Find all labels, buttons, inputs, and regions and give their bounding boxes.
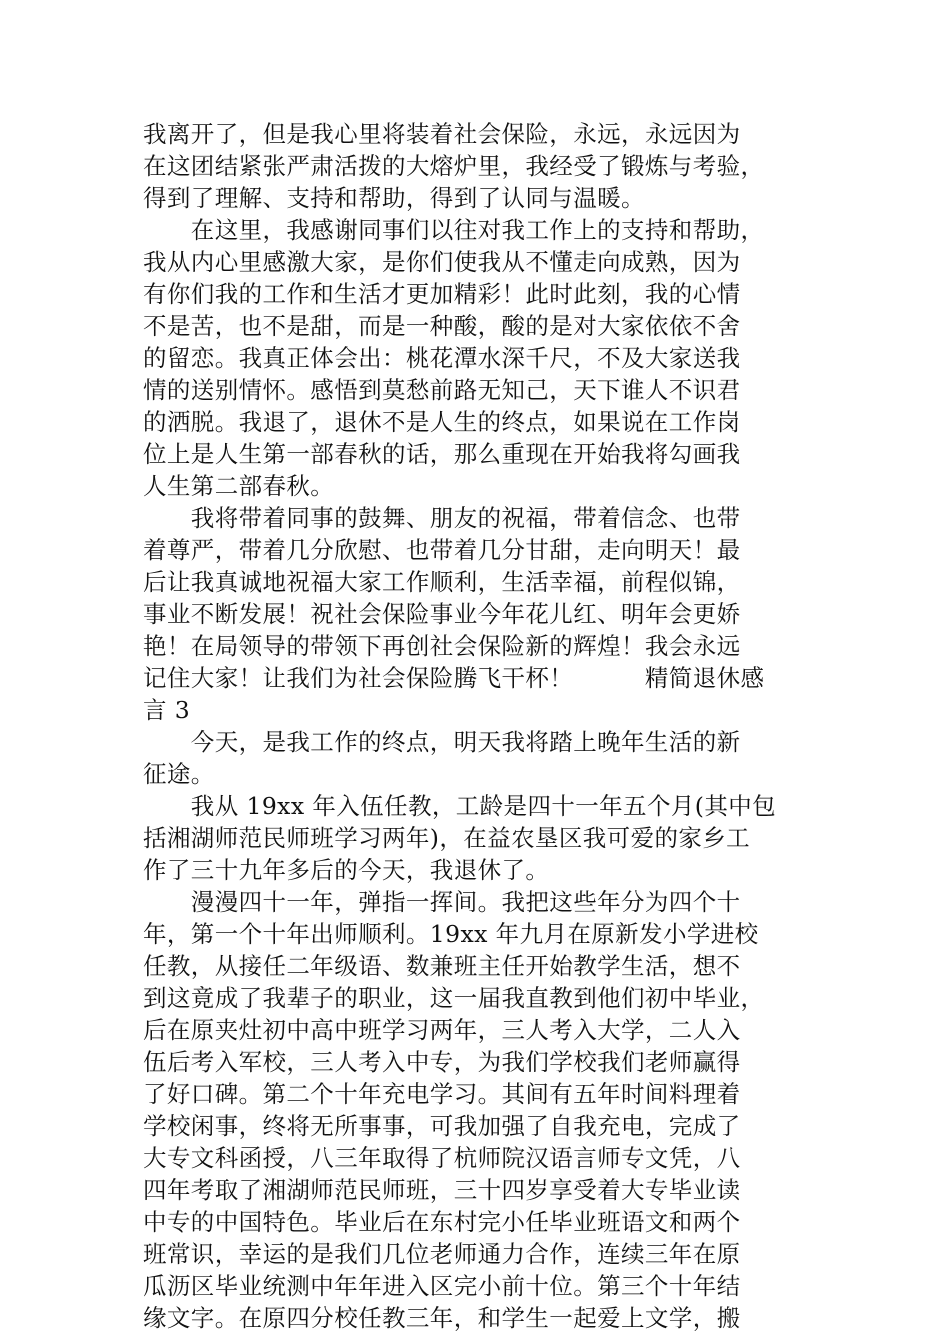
text-line: 我从 19xx 年入伍任教，工龄是四十一年五个月(其中包	[143, 792, 777, 820]
text-line: 括湘湖师范民师班学习两年)，在益农垦区我可爱的家乡工	[143, 824, 751, 852]
text-line: 不是苦，也不是甜，而是一种酸，酸的是对大家依依不舍	[143, 312, 741, 340]
text-line: 任教，从接任二年级语、数兼班主任开始教学生活，想不	[143, 952, 741, 980]
text-line: 四年考取了湘湖师范民师班，三十四岁享受着大专毕业读	[143, 1176, 741, 1204]
text-line: 在这团结紧张严肃活拨的大熔炉里，我经受了锻炼与考验，	[143, 152, 765, 180]
text-line: 大专文科函授，八三年取得了杭师院汉语言师专文凭，八	[143, 1144, 741, 1172]
text-line: 班常识，幸运的是我们几位老师通力合作，连续三年在原	[143, 1240, 741, 1268]
text-line: 的洒脱。我退了，退休不是人生的终点，如果说在工作岗	[143, 408, 741, 436]
text-line: 有你们我的工作和生活才更加精彩！此时此刻，我的心情	[143, 280, 741, 308]
text-line: 后让我真诚地祝福大家工作顺利，生活幸福，前程似锦，	[143, 568, 741, 596]
text-line: 我将带着同事的鼓舞、朋友的祝福，带着信念、也带	[143, 504, 741, 532]
text-line: 伍后考入军校，三人考入中专，为我们学校我们老师赢得	[143, 1048, 741, 1076]
text-line: 后在原夹灶初中高中班学习两年，三人考入大学，二人入	[143, 1016, 741, 1044]
text-line: 学校闲事，终将无所事事，可我加强了自我充电，完成了	[143, 1112, 741, 1140]
text-line: 我从内心里感激大家，是你们使我从不懂走向成熟，因为	[143, 248, 741, 276]
text-line: 年，第一个十年出师顺利。19xx 年九月在原新发小学进校	[143, 920, 759, 948]
body-text	[143, 118, 808, 1334]
text-line: 在这里，我感谢同事们以往对我工作上的支持和帮助，	[143, 216, 765, 244]
text-line: 的留恋。我真正体会出：桃花潭水深千尺，不及大家送我	[143, 344, 741, 372]
text-line: 作了三十九年多后的今天，我退休了。	[143, 856, 550, 884]
text-line: 事业不断发展！祝社会保险事业今年花儿红、明年会更娇	[143, 600, 741, 628]
text-line: 缘文字。在原四分校任教三年，和学生一起爱上文学，搬	[143, 1304, 741, 1332]
text-line: 瓜沥区毕业统测中年年进入区完小前十位。第三个十年结	[143, 1272, 741, 1300]
text-line: 着尊严，带着几分欣慰、也带着几分甘甜，走向明天！最	[143, 536, 741, 564]
text-line: 今天，是我工作的终点，明天我将踏上晚年生活的新	[143, 728, 741, 756]
text-line: 征途。	[143, 760, 215, 788]
text-line: 了好口碑。第二个十年充电学习。其间有五年时间料理着	[143, 1080, 741, 1108]
text-line: 到这竟成了我辈子的职业，这一届我直教到他们初中毕业，	[143, 984, 765, 1012]
text-line: 记住大家！让我们为社会保险腾飞干杯！ 精简退休感	[143, 664, 765, 692]
text-line: 我离开了，但是我心里将装着社会保险，永远，永远因为	[143, 120, 741, 148]
text-line: 得到了理解、支持和帮助，得到了认同与温暖。	[143, 184, 645, 212]
text-line: 言 3	[143, 696, 191, 724]
text-line: 艳！在局领导的带领下再创社会保险新的辉煌！我会永远	[143, 632, 741, 660]
text-line: 情的送别情怀。感悟到莫愁前路无知己，天下谁人不识君	[143, 376, 741, 404]
text-line: 人生第二部春秋。	[143, 472, 335, 500]
text-line: 漫漫四十一年，弹指一挥间。我把这些年分为四个十	[143, 888, 741, 916]
text-line: 位上是人生第一部春秋的话，那么重现在开始我将勾画我	[143, 440, 741, 468]
text-line: 中专的中国特色。毕业后在东村完小任毕业班语文和两个	[143, 1208, 741, 1236]
